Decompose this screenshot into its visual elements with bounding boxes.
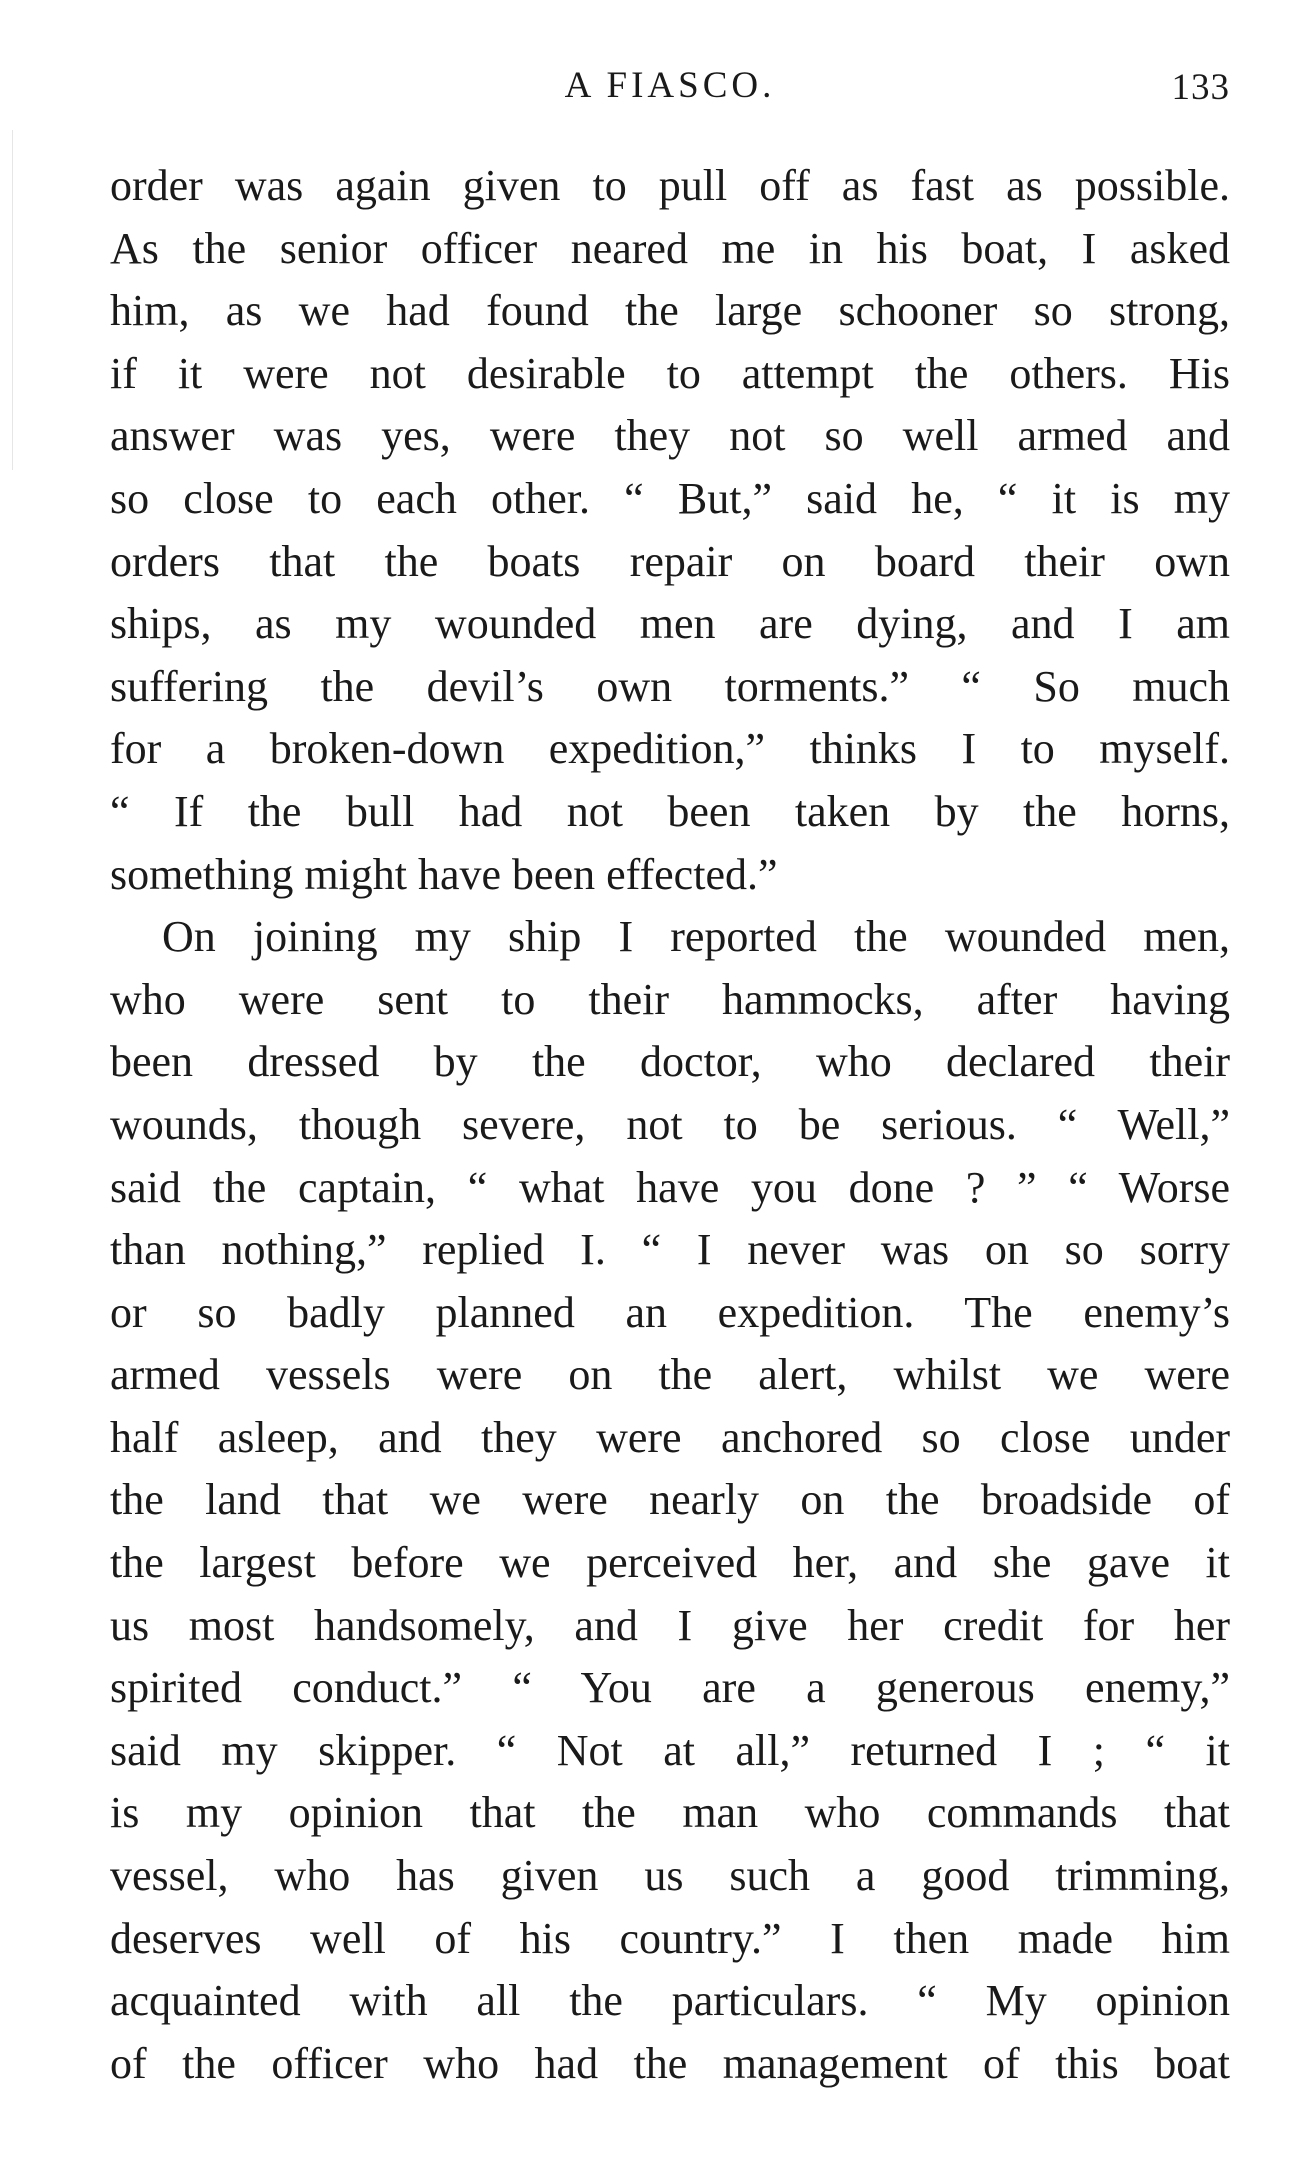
text-line: the largest before we perceived her, and she gave it: [110, 1538, 1230, 1588]
text-line: so close to each other. “ But,” said he, “ it is my: [110, 473, 1230, 523]
text-line: said my skipper. “ Not at all,” returned I ; “ it: [110, 1725, 1230, 1775]
text-line: ships, as my wounded men are dying, and I am: [110, 599, 1230, 649]
text-line: the land that we were nearly on the broadside of: [110, 1475, 1230, 1525]
text-line: than nothing,” replied I. “ I never was on so sorry: [110, 1225, 1230, 1275]
text-line: suffering the devil’s own torments.” “ So much: [110, 661, 1230, 711]
text-line: spirited conduct.” “ You are a generous enemy,”: [110, 1663, 1230, 1713]
text-line: said the captain, “ what have you done ? ” “ Worse: [110, 1162, 1230, 1212]
running-head: [110, 64, 1230, 120]
text-line: wounds, though severe, not to be serious. “ Well,”: [110, 1099, 1230, 1149]
text-line: armed vessels were on the alert, whilst we were: [110, 1350, 1230, 1400]
text-line: of the officer who had the management of this boat: [110, 2038, 1230, 2088]
text-line: deserves well of his country.” I then made him: [110, 1913, 1230, 1963]
body-text: [110, 155, 1230, 2095]
text-line: for a broken-down expedition,” thinks I to myself.: [110, 724, 1230, 774]
text-line: order was again given to pull off as fast as possible.: [110, 161, 1230, 210]
text-line: vessel, who has given us such a good trimming,: [110, 1851, 1230, 1901]
chapter-title: A FIASCO.: [564, 65, 776, 106]
text-line: something might have been effected.”: [110, 849, 778, 899]
text-line: answer was yes, were they not so well armed and: [110, 411, 1230, 461]
text-line: if it were not desirable to attempt the others. His: [110, 348, 1230, 398]
text-line: half asleep, and they were anchored so close under: [110, 1412, 1230, 1462]
text-line: orders that the boats repair on board their own: [110, 536, 1230, 586]
text-line: or so badly planned an expedition. The enemy’s: [110, 1287, 1230, 1337]
text-line: As the senior officer neared me in his boat, I asked: [110, 223, 1230, 273]
scan-margin-shadow: [12, 130, 13, 470]
text-line: is my opinion that the man who commands that: [110, 1788, 1230, 1838]
text-line: “ If the bull had not been taken by the horns,: [110, 786, 1230, 836]
page-number: 133: [1171, 67, 1230, 108]
text-line: acquainted with all the particulars. “ My opinion: [110, 1976, 1230, 2026]
paragraph-start-line: On joining my ship I reported the wounded men,: [162, 912, 1230, 962]
text-line: him, as we had found the large schooner so strong,: [110, 286, 1230, 336]
text-line: who were sent to their hammocks, after having: [110, 974, 1230, 1024]
text-line: been dressed by the doctor, who declared their: [110, 1037, 1230, 1087]
text-line: us most handsomely, and I give her credit for her: [110, 1600, 1230, 1650]
